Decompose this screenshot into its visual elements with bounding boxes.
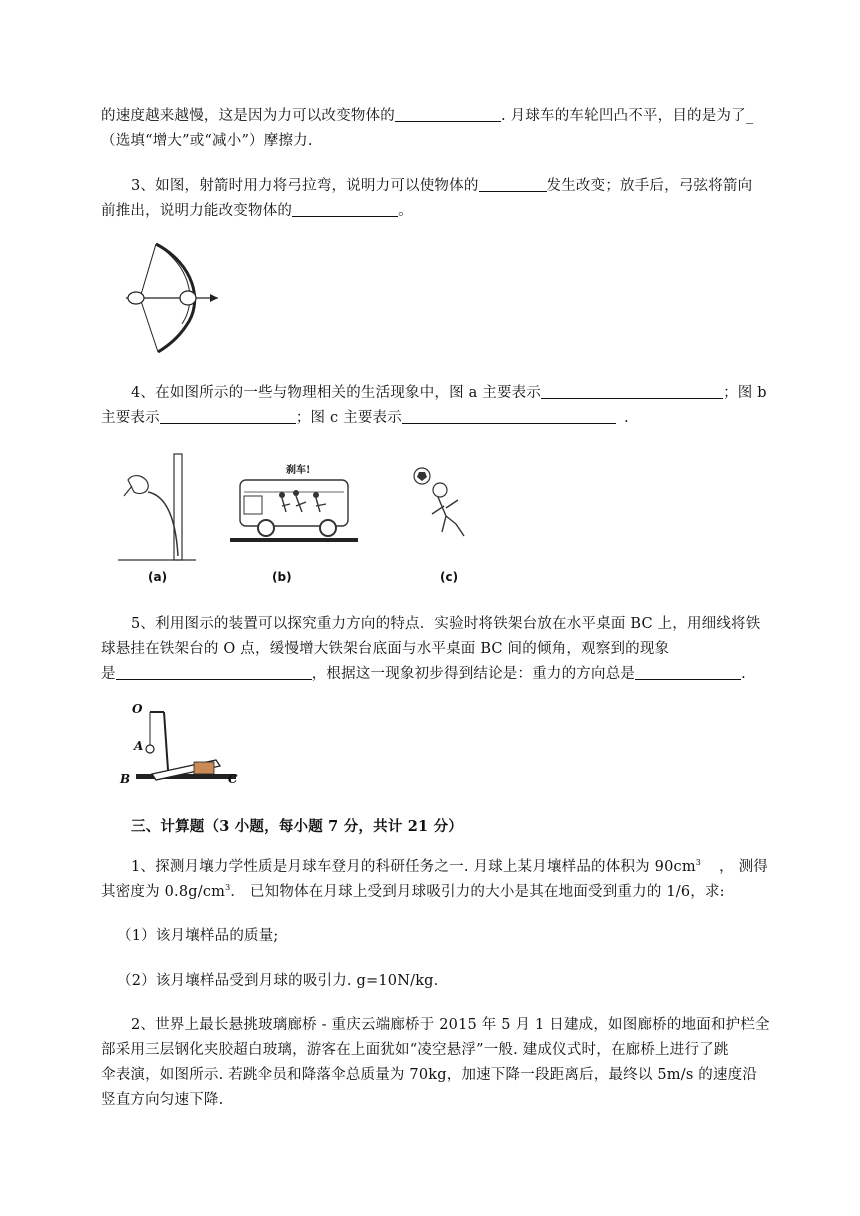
text: 的速度越来越慢，这是因为力可以改变物体的 xyxy=(101,108,395,124)
text-line xyxy=(101,106,753,126)
text: 4、在如图所示的一些与物理相关的生活现象中，图 a 主要表示 xyxy=(131,385,542,401)
text: 是 xyxy=(101,666,116,682)
answer-blank xyxy=(479,177,547,192)
text: ． 已知物体在月球上受到月球吸引力的大小是其在地面受到重力的 1/6，求: xyxy=(230,884,725,900)
calc-2-line-3: 伞表演，如图所示. 若跳伞员和降落伞总质量为 70kg，加速下降一段距离后，最终以 5m/s 的速度沿 xyxy=(101,1067,758,1083)
brake-text: 刹车! xyxy=(286,465,311,476)
question-3-line-2 xyxy=(101,201,413,221)
text: ；图 b xyxy=(723,385,767,401)
question-5-line-1: 5、利用图示的装置可以探究重力方向的特点．实验时将铁架台放在水平桌面 BC 上，用细线将铁 xyxy=(131,616,761,632)
question-5-line-3 xyxy=(101,664,746,684)
question-3-line-1 xyxy=(131,176,752,196)
text: 其密度为 0.8g/cm xyxy=(101,884,226,900)
answer-blank xyxy=(292,202,398,217)
caption-a: (a) xyxy=(148,570,168,584)
text-line: （选填“增大”或“减小”）摩擦力. xyxy=(101,133,313,149)
answer-blank xyxy=(395,107,501,122)
calc-2-line-1: 2、世界上最长悬挑玻璃廊桥 - 重庆云端廊桥于 2015 年 5 月 1 日建成，如图廊桥的地面和护栏全 xyxy=(131,1017,770,1033)
answer-blank xyxy=(541,384,723,399)
text: . xyxy=(741,666,746,682)
text: 3、如图，射箭时用力将弓拉弯，说明力可以使物体的 xyxy=(131,178,479,194)
answer-blank xyxy=(402,409,616,424)
calc-1-line-1 xyxy=(131,857,768,877)
question-4-line-2 xyxy=(101,408,629,428)
text: 主要表示 xyxy=(101,410,160,426)
text: 前推出，说明力能改变物体的 xyxy=(101,203,293,219)
answer-blank xyxy=(635,665,741,680)
superscript: 3 xyxy=(225,883,231,892)
bow-figure xyxy=(116,240,222,358)
calc-1-sub-1: （1）该月壤样品的质量; xyxy=(117,928,279,944)
caption-c: (c) xyxy=(440,570,459,584)
text: 1、探测月壤力学性质是月球车登月的科研任务之一. 月球上某月壤样品的体积为 90cm xyxy=(131,859,696,875)
section-heading: 三、计算题（3 小题，每小题 7 分，共计 21 分） xyxy=(131,818,463,835)
text: ，根据这一现象初步得到结论是：重力的方向总是 xyxy=(311,666,636,682)
text: . 月球车的车轮凹凸不平，目的是为了_ xyxy=(501,108,754,124)
figure-c-illustration xyxy=(410,464,470,542)
label-B: B xyxy=(120,772,131,786)
label-C: C xyxy=(228,772,238,786)
calc-2-line-2: 部采用三层钢化夹胶超白玻璃，游客在上面犹如“凌空悬浮”一般. 建成仪式时，在廊桥上进行了跳 xyxy=(101,1042,729,1058)
text: 。 xyxy=(398,203,413,219)
question-4-line-1 xyxy=(131,383,767,403)
text: ， 测得 xyxy=(719,859,768,875)
answer-blank xyxy=(160,409,296,424)
text: ；图 c 主要表示 xyxy=(295,410,402,426)
superscript: 3 xyxy=(695,858,702,867)
calc-1-line-2 xyxy=(101,882,725,902)
answer-blank xyxy=(116,665,312,680)
label-O: O xyxy=(132,702,143,716)
calc-1-sub-2: （2）该月壤样品受到月球的吸引力. g=10N/kg. xyxy=(117,973,439,989)
figure-a-illustration xyxy=(118,452,196,564)
calc-2-line-4: 竖直方向匀速下降. xyxy=(101,1092,224,1108)
label-A: A xyxy=(134,739,144,753)
text: 发生改变；放手后，弓弦将箭向 xyxy=(546,178,753,194)
question-5-line-2: 球悬挂在铁架台的 O 点，缓慢增大铁架台底面与水平桌面 BC 间的倾角，观察到的现象 xyxy=(101,641,670,657)
text: . xyxy=(623,410,629,426)
caption-b: (b) xyxy=(272,570,292,584)
